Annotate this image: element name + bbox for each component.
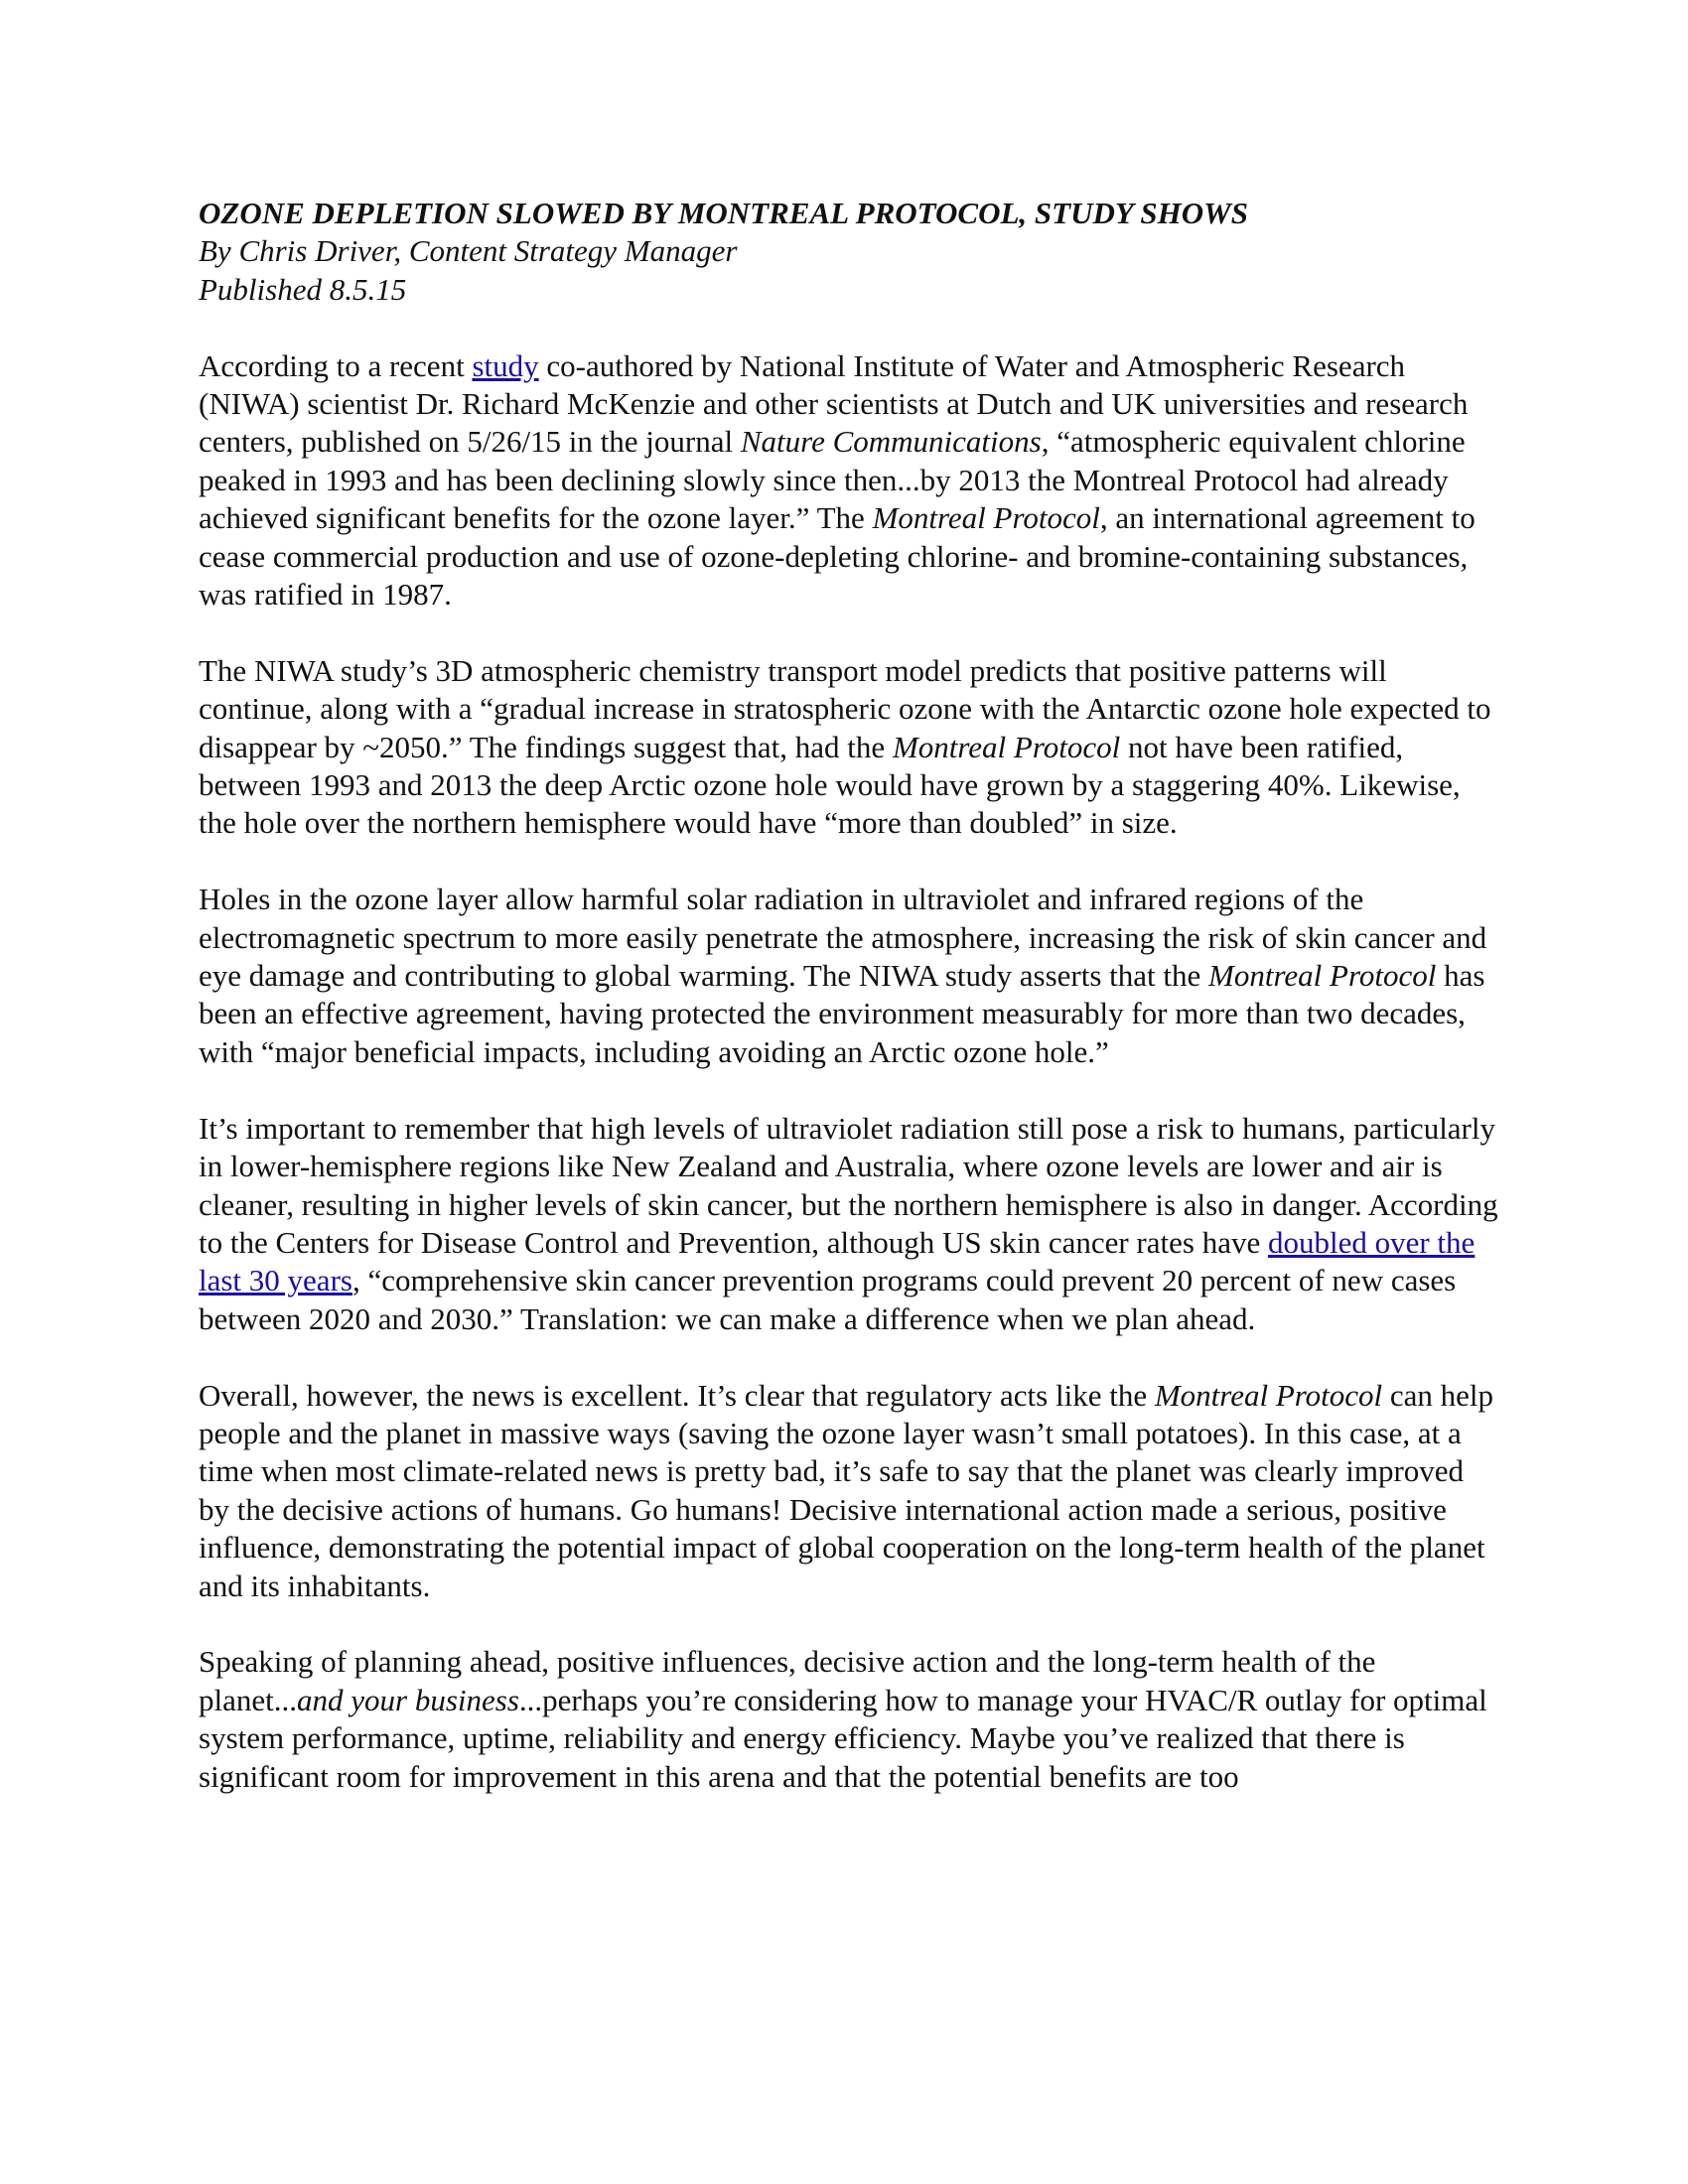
paragraph-5 [199,1377,1499,1605]
doubled-rates-link[interactable]: doubled over the last 30 years [199,1224,1476,1298]
text-run: Overall, however, the news is excellent. It’s clear that regulatory acts like the [199,1377,1155,1413]
text-run: can help people and the planet in massive ways (saving the ozone layer wasn’t small potatoes). In this case, at a time when most climate-related news is pretty bad, it’s safe to say that the planet was clearly improved by the decisive actions of humans. Go humans! Decisive international action made a serious, positive influence, demonstrating the potential impact of global cooperation on the long-term health of the planet and its inhabitants. [199,1377,1494,1603]
text-run: has been an effective agreement, having protected the environment measurably for more than two decades, with “major beneficial impacts, including avoiding an Arctic ozone hole.” [199,958,1485,1069]
article-byline: By Chris Driver, Content Strategy Manager [199,233,738,269]
protocol-name: Montreal Protocol [1208,958,1437,994]
text-run: Speaking of planning ahead, positive influences, decisive action and the long-term health of the planet... [199,1644,1376,1717]
protocol-name: Montreal Protocol [892,729,1121,764]
paragraph-3 [199,881,1499,1071]
italic-phrase: and your business [297,1682,519,1717]
text-run: Holes in the ozone layer allow harmful solar radiation in ultraviolet and infrared regions of the electromagnetic spectrum to more easily penetrate the atmosphere, increasing the risk of skin cancer and eye damage and contributing to global warming. The NIWA study asserts that the [199,882,1487,994]
document-page [199,195,1499,1834]
paragraph-4 [199,1110,1499,1338]
text-run: , an international agreement to cease commercial production and use of ozone-depleting chlorine- and bromine-containing substances, was ratified in 1987. [199,500,1476,613]
text-run: It’s important to remember that high levels of ultraviolet radiation still pose a risk to humans, particularly in lower-hemisphere regions like New Zealand and Australia, where ozone levels are lower and air is cleaner, resulting in higher levels of skin cancer, but the northern hemisphere is also in danger. According to the Centers for Disease Control and Prevention, although US skin cancer rates have [199,1110,1498,1260]
text-run: , “atmospheric equivalent chlorine peaked in 1993 and has been declining slowly since then...by 2013 the Montreal Protocol had already achieved significant benefits for the ozone layer.” The [199,424,1466,536]
article-published-date: Published 8.5.15 [199,271,407,307]
article-title: OZONE DEPLETION SLOWED BY MONTREAL PROTOCOL, STUDY SHOWS [199,196,1248,230]
paragraph-6 [199,1643,1499,1796]
article-header [199,195,1499,309]
text-run: The NIWA study’s 3D atmospheric chemistry transport model predicts that positive patterns will continue, along with a “gradual increase in stratospheric ozone with the Antarctic ozone hole expected to disappear by ~2050.” The findings suggest that, had the [199,652,1491,764]
paragraph-2 [199,652,1499,843]
text-run: not have been ratified, between 1993 and 2013 the deep Arctic ozone hole would have grown by a staggering 40%. Likewise, the hole over the northern hemisphere would have “more than doubled” in size. [199,729,1461,841]
text-run: co-authored by National Institute of Water and Atmospheric Research (NIWA) scientist Dr. Richard McKenzie and other scientists at Dutch and UK universities and research centers, published on 5/26/15 in the journal [199,347,1469,460]
protocol-name: Montreal Protocol [1154,1377,1383,1413]
text-run: According to a recent [199,347,473,383]
paragraph-1 [199,347,1499,614]
study-link[interactable]: study [472,347,539,383]
text-run: ...perhaps you’re considering how to manage your HVAC/R outlay for optimal system performance, uptime, reliability and energy efficiency. Maybe you’ve realized that there is significant room for improvement in this arena and that the potential benefits are too [199,1682,1487,1794]
journal-name: Nature Communications [740,424,1042,460]
text-run: , “comprehensive skin cancer prevention programs could prevent 20 percent of new cases between 2020 and 2030.” Translation: we can make a difference when we plan ahead. [199,1263,1457,1336]
protocol-name: Montreal Protocol [872,500,1100,536]
